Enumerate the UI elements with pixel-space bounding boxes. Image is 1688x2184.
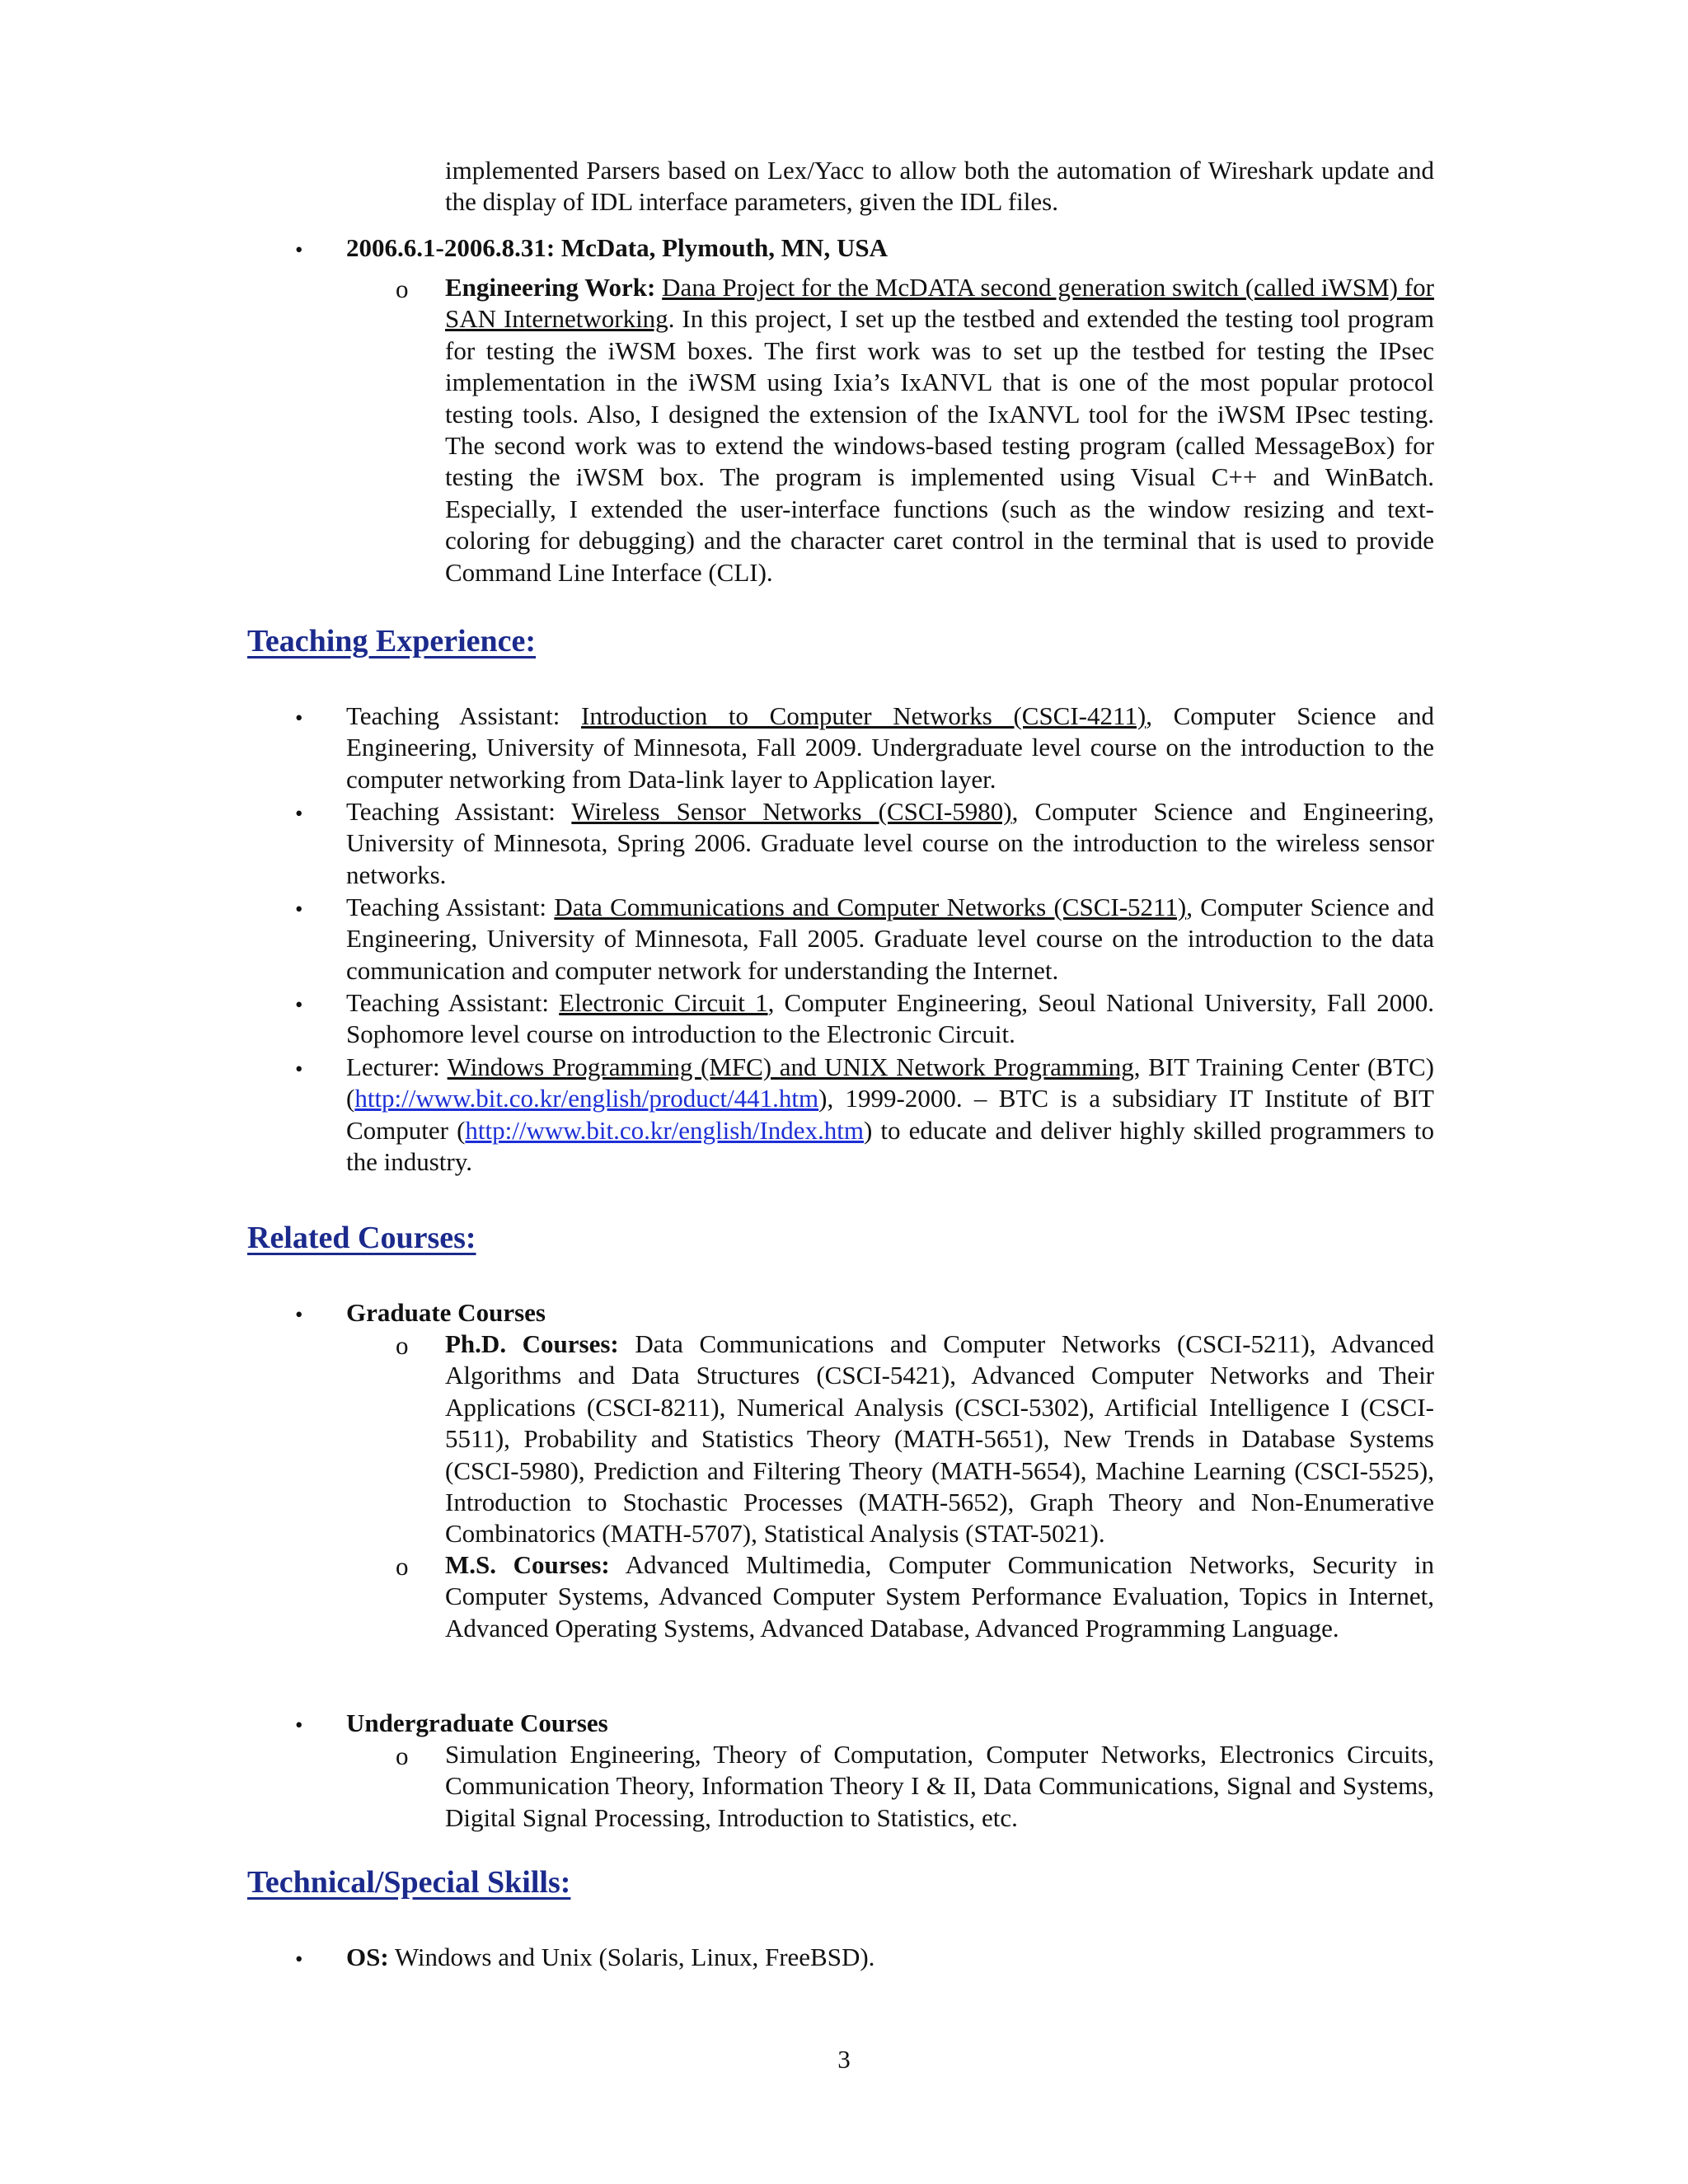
teaching-item-4 xyxy=(346,987,1434,1051)
mcdata-header-text: 2006.6.1-2006.8.31: McData, Plymouth, MN, USA xyxy=(346,233,888,262)
technical-skills-heading: Technical/Special Skills: xyxy=(247,1865,571,1900)
teaching-desc: , Computer Engineering, Seoul National University, Fall 2000. Sophomore level course on introduction to the Electronic Circuit. xyxy=(346,988,1434,1049)
sub-bullet-mcdata: o xyxy=(396,274,409,303)
teaching-desc: , Computer Science and Engineering, University of Minnesota, Fall 2005. Graduate level course on the introduction to the data communication and computer network for understanding the Internet. xyxy=(346,893,1434,985)
bullet-os: • xyxy=(295,1947,303,1971)
teaching-experience-heading: Teaching Experience: xyxy=(247,624,537,658)
undergrad-courses-text: Simulation Engineering, Theory of Computation, Computer Networks, Electronics Circuits, Communication Theory, Information Theory I & II, Data Communications, Signal and Systems, Digital Signal Processing, Introduction to Statistics, etc. xyxy=(445,1740,1434,1832)
bullet-lecturer: • xyxy=(295,1057,303,1081)
lecturer-course-title: Windows Programming (MFC) and UNIX Network Programming xyxy=(447,1052,1134,1081)
undergrad-courses xyxy=(445,1739,1434,1834)
lecturer-prefix: Lecturer: xyxy=(346,1052,448,1081)
course-title: Wireless Sensor Networks (CSCI-5980) xyxy=(571,797,1012,826)
course-title: Electronic Circuit 1 xyxy=(559,988,768,1017)
ms-courses-label: M.S. Courses: xyxy=(445,1550,610,1579)
bullet-ta-3: • xyxy=(295,897,303,921)
ta-prefix: Teaching Assistant: xyxy=(346,893,555,921)
phd-courses-label: Ph.D. Courses: xyxy=(445,1329,619,1358)
sub-bullet-ms: o xyxy=(396,1552,409,1581)
os-skill xyxy=(346,1942,1434,1973)
engineering-work-text: . In this project, I set up the testbed and extended the testing tool program for testing the iWSM boxes. The first work was to set up the testbed for testing the IPsec implementation in the iWSM using Ixia’s IxANVL that is one of the most popular protocol testing tools. Also, I designed the extension of the IxANVL tool for the iWSM IPsec testing. The second work was to extend the windows-based testing program (called MessageBox) for testing the iWSM box. The program is implemented using Visual C++ and WinBatch. Especially, I extended the user-interface functions (such as the window resizing and text-coloring for debugging) and the character caret control in the terminal that is used to provide Command Line Interface (CLI). xyxy=(445,304,1434,587)
page-number: 3 xyxy=(837,2045,851,2074)
related-courses-heading: Related Courses: xyxy=(247,1221,476,1255)
sub-bullet-phd: o xyxy=(396,1331,409,1360)
teaching-item-1 xyxy=(346,701,1434,795)
mcdata-engineering-work xyxy=(445,272,1434,588)
bit-index-link[interactable]: http://www.bit.co.kr/english/Index.htm xyxy=(465,1115,865,1145)
undergrad-courses-title xyxy=(346,1708,1434,1739)
teaching-item-2 xyxy=(346,796,1434,891)
course-title: Data Communications and Computer Networks (CSCI-5211) xyxy=(554,893,1187,921)
ms-courses-text: Advanced Multimedia, Computer Communication Networks, Security in Computer Systems, Advanced Computer System Performance Evaluation, Topics in Internet, Advanced Operating Systems, Advanced Database, Advanced Programming Language. xyxy=(445,1550,1434,1643)
lecturer-text-1: , BIT Training Center (BTC) ( xyxy=(346,1052,1434,1113)
mcdata-header xyxy=(346,232,1434,264)
ta-prefix: Teaching Assistant: xyxy=(346,797,572,826)
ta-prefix: Teaching Assistant: xyxy=(346,701,582,730)
bullet-ta-4: • xyxy=(295,992,303,1017)
engineering-work-label: Engineering Work: xyxy=(445,273,656,302)
os-label: OS: xyxy=(346,1943,389,1971)
dana-project-title: Dana Project for the McDATA second generation switch (called iWSM) for SAN Internetworking xyxy=(445,273,1435,334)
ta-prefix: Teaching Assistant: xyxy=(346,988,560,1017)
phd-courses-text: Data Communications and Computer Networks (CSCI-5211), Advanced Algorithms and Data Structures (CSCI-5421), Advanced Computer Networks and Their Applications (CSCI-8211), Numerical Analysis (CSCI-5302), Artificial Intelligence I (CSCI-5511), Probability and Statistics Theory (MATH-5651), New Trends in Database Systems (CSCI-5980), Prediction and Filtering Theory (MATH-5654), Machine Learning (CSCI-5525), Introduction to Stochastic Processes (MATH-5652), Graph Theory and Non-Enumerative Combinatorics (MATH-5707), Statistical Analysis (STAT-5021). xyxy=(445,1329,1434,1549)
ms-courses xyxy=(445,1549,1434,1644)
teaching-desc: , Computer Science and Engineering, University of Minnesota, Spring 2006. Graduate level course on the introduction to the wireless sensor networks. xyxy=(346,797,1435,889)
bullet-ta-2: • xyxy=(295,801,303,826)
sub-bullet-undergrad: o xyxy=(396,1741,409,1770)
teaching-desc: , Computer Science and Engineering, University of Minnesota, Fall 2009. Undergraduate level course on the introduction to the computer networking from Data-link layer to Application layer. xyxy=(346,701,1434,794)
intro-continuation: implemented Parsers based on Lex/Yacc to allow both the automation of Wireshark update and the display of IDL interface parameters, given the IDL files. xyxy=(445,156,1434,217)
lecturer-text-2: ), 1999-2000. – BTC is a subsidiary IT Institute of BIT Computer ( xyxy=(346,1084,1434,1145)
bullet-mcdata: • xyxy=(295,237,303,262)
os-text: Windows and Unix (Solaris, Linux, FreeBSD). xyxy=(388,1943,875,1971)
lecturer-item xyxy=(346,1052,1434,1179)
graduate-courses-title xyxy=(346,1297,1434,1329)
graduate-courses-label: Graduate Courses xyxy=(346,1298,546,1327)
phd-courses xyxy=(445,1329,1434,1550)
bullet-graduate: • xyxy=(295,1302,303,1327)
bullet-ta-1: • xyxy=(295,705,303,730)
course-title: Introduction to Computer Networks (CSCI-4211) xyxy=(581,701,1146,730)
lecturer-text-3: ) to educate and deliver highly skilled programmers to the industry. xyxy=(346,1115,1434,1177)
teaching-item-3 xyxy=(346,892,1434,987)
bullet-undergrad: • xyxy=(295,1713,303,1737)
btc-product-link[interactable]: http://www.bit.co.kr/english/product/441.htm xyxy=(354,1084,819,1113)
undergrad-courses-label: Undergraduate Courses xyxy=(346,1708,608,1737)
